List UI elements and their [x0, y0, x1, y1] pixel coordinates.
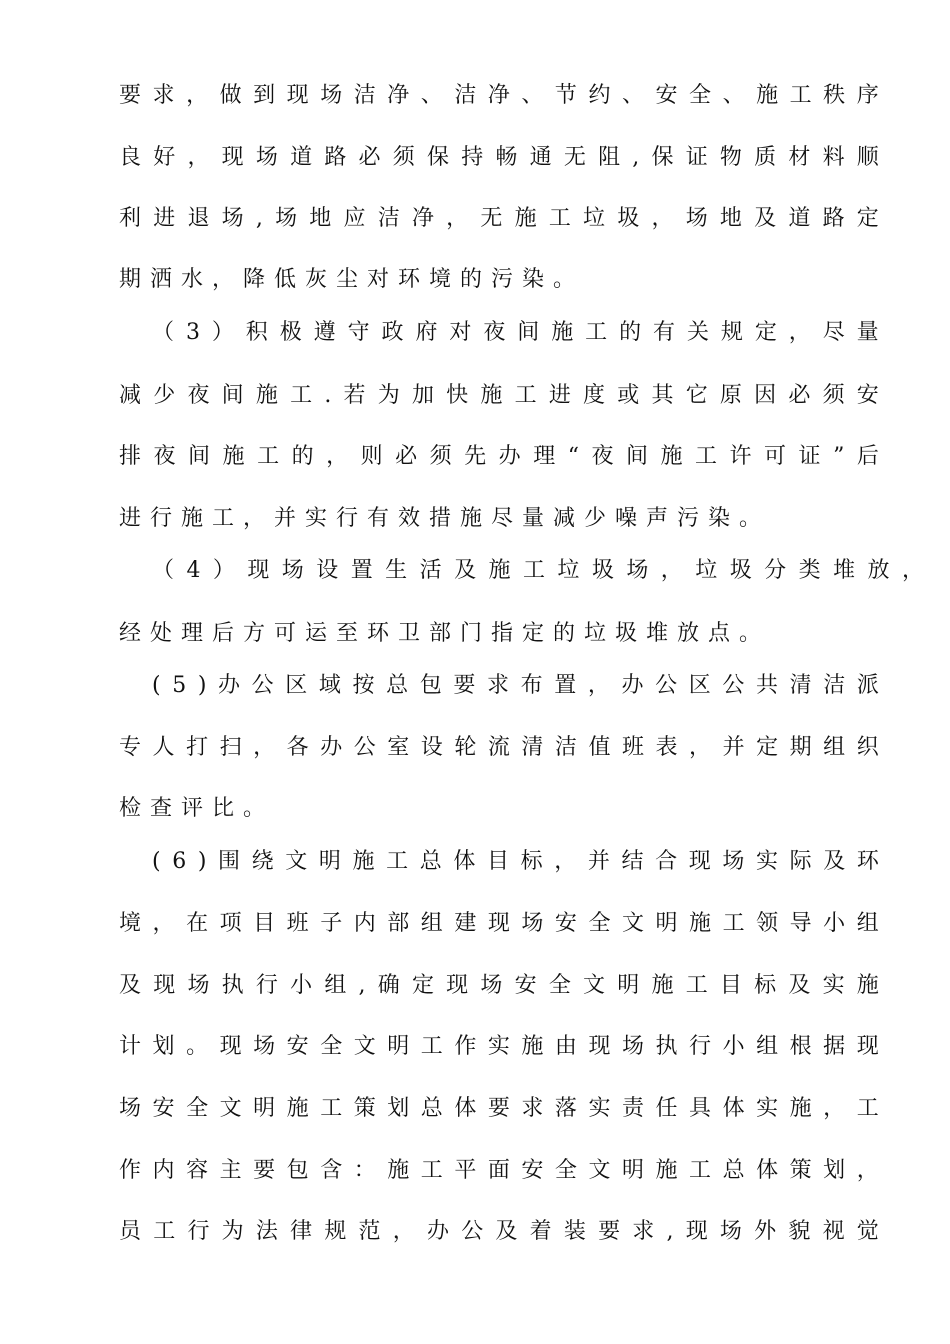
- paragraph-4-first-line: （ 4 ） 现 场 设 置 生 活 及 施 工 垃 圾 场 ， 垃 圾 分 类 堆 放 ，: [152, 558, 924, 583]
- paragraph-3-first-line: （ 3 ） 积 极 遵 守 政 府 对 夜 间 施 工 的 有 关 规 定 ， 尽 量: [152, 320, 879, 345]
- text-line: 要 求 ， 做 到 现 场 洁 净 、 洁 净 、 节 约 、 安 全 、 施 工 秩 序: [119, 83, 879, 108]
- text-line: 经处理后方可运至环卫部门指定的垃圾堆放点。: [119, 621, 771, 646]
- text-line: 员 工 行 为 法 律 规 范 ， 办 公 及 着 装 要 求 , 现 场 外 貌 视 觉: [119, 1219, 879, 1244]
- text-line: 进行施工，并实行有效措施尽量减少噪声污染。: [119, 506, 771, 531]
- text-line: 场 安 全 文 明 施 工 策 划 总 体 要 求 落 实 责 任 具 体 实 施 ， 工: [119, 1096, 879, 1121]
- text-line: 期洒水，降低灰尘对环境的污染。: [119, 267, 585, 292]
- paragraph-5-first-line: ( 5 ) 办 公 区 域 按 总 包 要 求 布 置 ， 办 公 区 公 共 清 洁 派: [152, 673, 879, 698]
- text-line: 排 夜 间 施 工 的 ， 则 必 须 先 办 理 “ 夜 间 施 工 许 可 证 ” 后: [119, 444, 879, 469]
- paragraph-6-first-line: ( 6 ) 围 绕 文 明 施 工 总 体 目 标 ， 并 结 合 现 场 实 际 及 环: [152, 849, 879, 874]
- text-line: 境 ， 在 项 目 班 子 内 部 组 建 现 场 安 全 文 明 施 工 领 导 小 组: [119, 911, 879, 936]
- text-line: 作 内 容 主 要 包 含 ： 施 工 平 面 安 全 文 明 施 工 总 体 策 划 ，: [119, 1158, 879, 1183]
- text-line: 及 现 场 执 行 小 组 , 确 定 现 场 安 全 文 明 施 工 目 标 及 实 施: [119, 973, 879, 998]
- text-line: 计 划 。 现 场 安 全 文 明 工 作 实 施 由 现 场 执 行 小 组 根 据 现: [119, 1034, 879, 1059]
- text-line: 专 人 打 扫 ， 各 办 公 室 设 轮 流 清 洁 值 班 表 ， 并 定 期 组 织: [119, 735, 879, 760]
- text-line: 检查评比。: [119, 796, 275, 821]
- text-line: 减 少 夜 间 施 工 . 若 为 加 快 施 工 进 度 或 其 它 原 因 必 须 安: [119, 383, 879, 408]
- text-line: 利 进 退 场 , 场 地 应 洁 净 ， 无 施 工 垃 圾 ， 场 地 及 道 路 定: [119, 206, 879, 231]
- text-line: 良 好 ， 现 场 道 路 必 须 保 持 畅 通 无 阻 , 保 证 物 质 材 料 顺: [119, 145, 879, 170]
